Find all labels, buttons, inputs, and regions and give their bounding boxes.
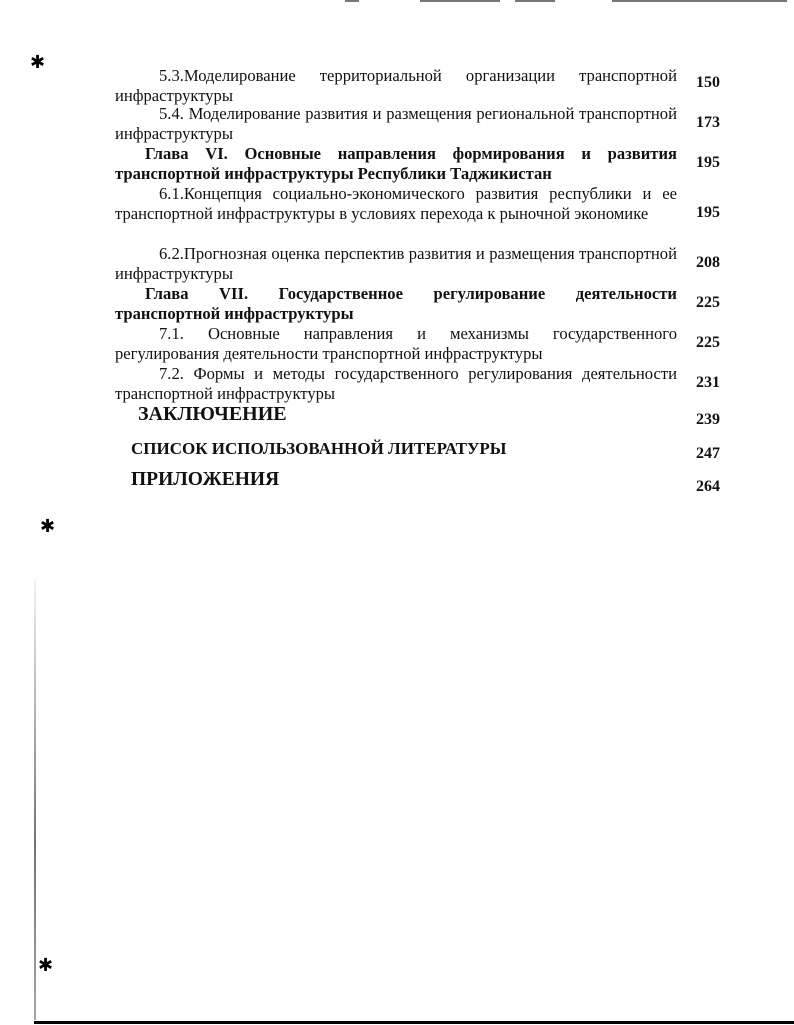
toc-heading-conclusion: ЗАКЛЮЧЕНИЕ xyxy=(138,403,287,425)
toc-entry-text: 6.1.Концепция социально-экономического развития республики и ее транспортной инфраструктуры в условиях перехода к рыночной экономике xyxy=(115,184,677,223)
toc-entry xyxy=(115,184,677,224)
scan-artifact xyxy=(515,0,555,2)
toc-entry-text: 5.4. Моделирование развития и размещения региональной транспортной инфраструктуры xyxy=(115,104,677,143)
toc-chapter-text: Глава VI. Основные направления формирования и развития транспортной инфраструктуры Республики Таджикистан xyxy=(115,144,677,183)
toc-page-number: 247 xyxy=(696,445,720,462)
scan-edge-bottom xyxy=(34,1021,794,1024)
toc-page-number: 195 xyxy=(696,154,720,171)
toc-chapter xyxy=(115,284,677,324)
scan-blot: ✱ xyxy=(40,516,56,536)
toc-page-number: 231 xyxy=(696,374,720,391)
scan-artifact xyxy=(345,0,359,2)
toc-page-number: 225 xyxy=(696,294,720,311)
scan-blot: ✱ xyxy=(30,52,46,72)
toc-entry-text: 7.2. Формы и методы государственного регулирования деятельности транспортной инфраструктуры xyxy=(115,364,677,403)
toc-entry-text: 7.1. Основные направления и механизмы государственного регулирования деятельности транспортной инфраструктуры xyxy=(115,324,677,363)
toc-entry xyxy=(115,66,677,106)
toc-entry xyxy=(115,104,677,144)
toc-page-number: 195 xyxy=(696,204,720,221)
toc-page-number: 150 xyxy=(696,74,720,91)
scan-edge-left xyxy=(34,580,36,1020)
toc-page-number: 173 xyxy=(696,114,720,131)
toc-entry-text: 6.2.Прогнозная оценка перспектив развития и размещения транспортной инфраструктуры xyxy=(115,244,677,283)
scan-artifact xyxy=(612,0,787,2)
toc-entry-text: 5.3.Моделирование территориальной организации транспортной инфраструктуры xyxy=(115,66,677,105)
toc-chapter xyxy=(115,144,677,184)
scan-artifact xyxy=(420,0,500,2)
toc-heading-appendices: ПРИЛОЖЕНИЯ xyxy=(131,469,280,490)
toc-entry xyxy=(115,244,677,284)
toc-chapter-text: Глава VII. Государственное регулирование деятельности транспортной инфраструктуры xyxy=(115,284,677,323)
scan-blot: ✱ xyxy=(38,955,54,975)
toc-page-number: 225 xyxy=(696,334,720,351)
toc-entry xyxy=(115,364,677,404)
toc-page-number: 239 xyxy=(696,411,720,428)
toc-page-number: 208 xyxy=(696,254,720,271)
toc-page-number: 264 xyxy=(696,478,720,495)
toc-entry xyxy=(115,324,677,364)
toc-heading-references: СПИСОК ИСПОЛЬЗОВАННОЙ ЛИТЕРАТУРЫ xyxy=(131,439,507,458)
